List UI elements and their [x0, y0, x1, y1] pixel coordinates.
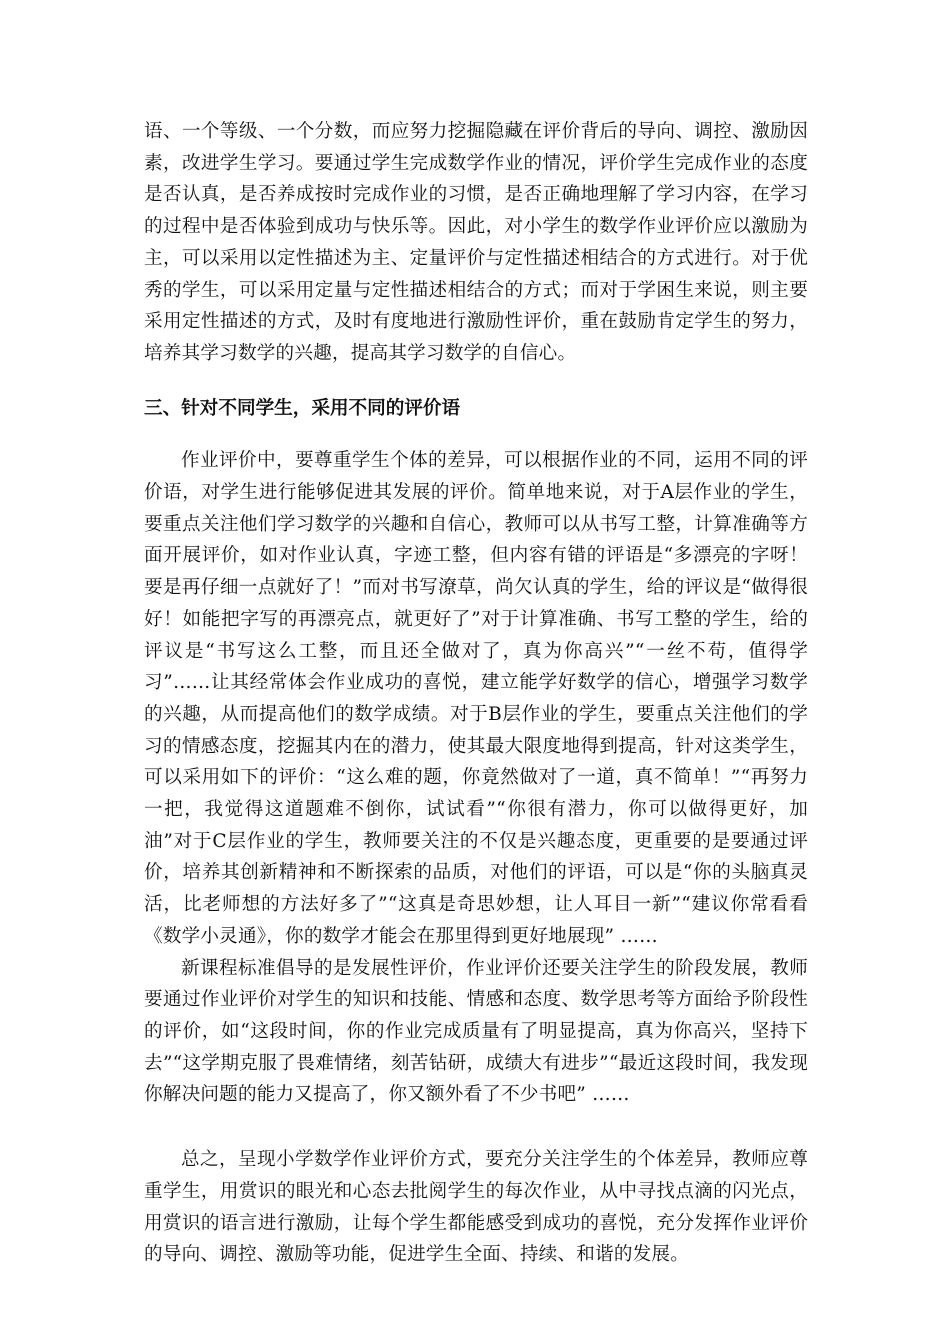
spacer: [144, 424, 808, 445]
section-heading: 三、针对不同学生，采用不同的评价语: [144, 397, 461, 419]
document-page: [144, 116, 808, 1271]
spacer: [144, 370, 808, 393]
paragraph-summary: 总之，呈现小学数学作业评价方式，要充分关注学生的个体差异，教师应尊重学生，用赏识的眼光和心态去批阅学生的每次作业，从中寻找点滴的闪光点，用赏识的语言进行激励，让每个学生都能感受到成功的喜悦，充分发挥作业评价的导向、调控、激励等功能，促进学生全面、持续、和谐的发展。: [144, 1149, 808, 1266]
paragraph-developmental-evaluation: 新课程标准倡导的是发展性评价，作业评价还要关注学生的阶段发展，教师要通过作业评价对学生的知识和技能、情感和态度、数学思考等方面给予阶段性的评价，如“这段时间，你的作业完成质量有了明显提高，真为你高兴，坚持下去”“这学期克服了畏难情绪，刻苦钻研，成绩大有进步”“最近这段时间，我发现你解决问题的能力又提高了，你又额外看了不少书吧” ……: [144, 957, 808, 1106]
paragraph-evaluation-by-level: 作业评价中，要尊重学生个体的差异，可以根据作业的不同，运用不同的评价语，对学生进行能够促进其发展的评价。简单地来说，对于A层作业的学生，要重点关注他们学习数学的兴趣和自信心，教师可以从书写工整，计算准确等方面开展评价，如对作业认真，字迹工整，但内容有错的评语是“多漂亮的字呀！要是再仔细一点就好了！”而对书写潦草，尚欠认真的学生，给的评议是“做得很好！如能把字写的再漂亮点，就更好了”对于计算准确、书写工整的学生，给的评议是“书写这么工整，而且还全做对了，真为你高兴”“一丝不苟，值得学习”……让其经常体会作业成功的喜悦，建立能学好数学的信心，增强学习数学的兴趣，从而提高他们的数学成绩。对于B层作业的学生，要重点关注他们的学习的情感态度，挖掘其内在的潜力，使其最大限度地得到提高，针对这类学生，可以采用如下的评价：“这么难的题，你竟然做对了一道，真不简单！”“再努力一把，我觉得这道题难不倒你，试试看”“你很有潜力，你可以做得更好，加油”对于C层作业的学生，教师要关注的不仅是兴趣态度，更重要的是要通过评价，培养其创新精神和不断探索的品质，对他们的评语，可以是“你的头脑真灵活，比老师想的方法好多了”“这真是奇思妙想，让人耳目一新”“建议你常看看《数学小灵通》，你的数学才能会在那里得到更好地展现” ……: [144, 450, 808, 947]
paragraph-continued: 语、一个等级、一个分数，而应努力挖掘隐藏在评价背后的导向、调控、激励因素，改进学生学习。要通过学生完成数学作业的情况，评价学生完成作业的态度是否认真，是否养成按时完成作业的习惯，是否正确地理解了学习内容，在学习的过程中是否体验到成功与快乐等。因此，对小学生的数学作业评价应以激励为主，可以采用以定性描述为主、定量评价与定性描述相结合的方式进行。对于优秀的学生，可以采用定量与定性描述相结合的方式；而对于学困生来说，则主要采用定性描述的方式，及时有度地进行激励性评价，重在鼓励肯定学生的努力，培养其学习数学的兴趣，提高其学习数学的自信心。: [144, 121, 808, 364]
spacer: [144, 1111, 808, 1144]
